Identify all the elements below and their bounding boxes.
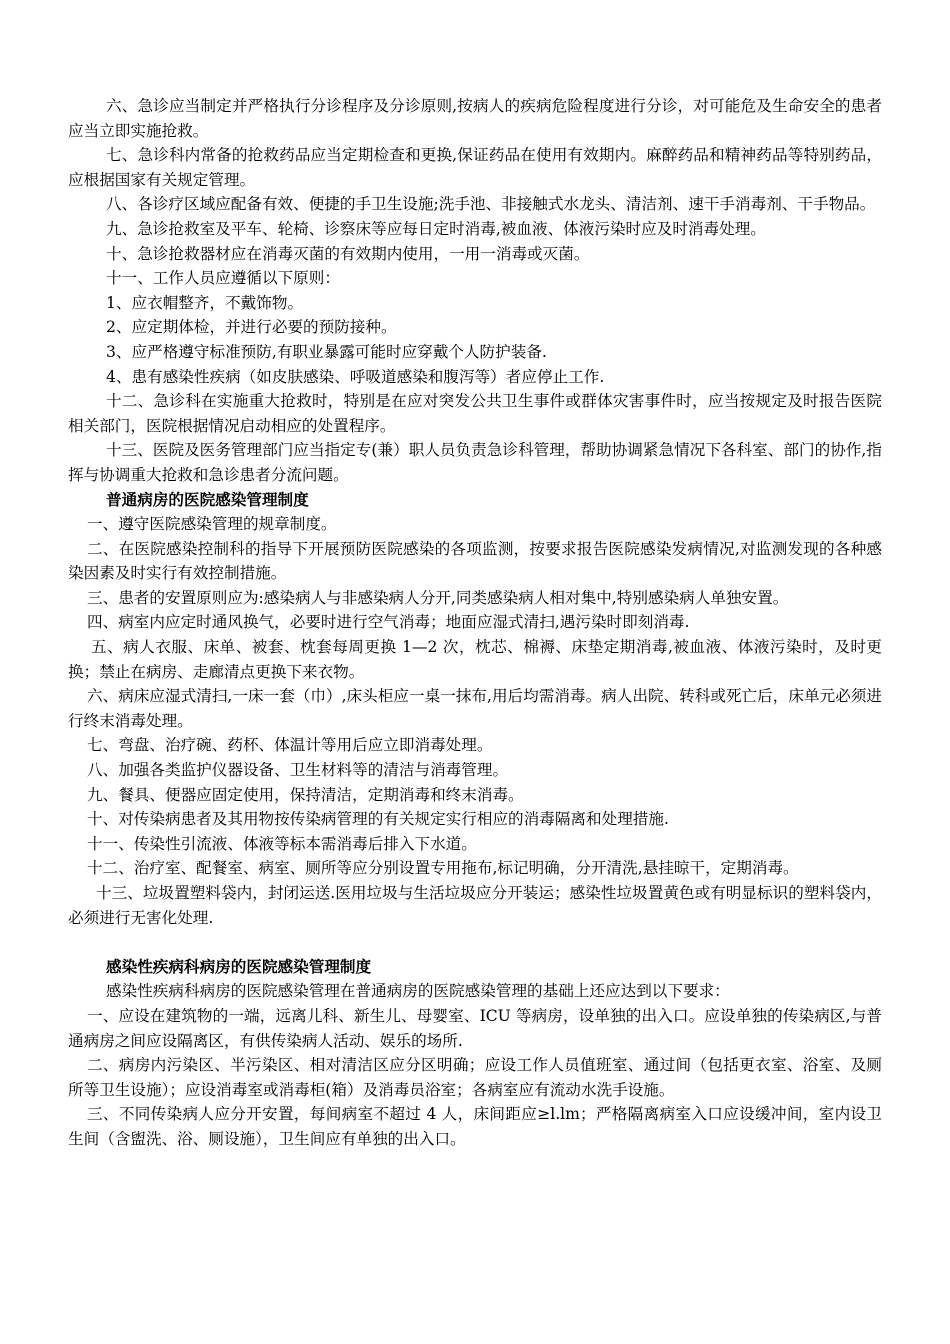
paragraph: 十二、急诊科在实施重大抢救时，特别是在应对突发公共卫生事件或群体灾害事件时，应当按规定及时报告医院相关部门，医院根据情况启动相应的处置程序。 [68, 392, 882, 435]
general-ward-section [68, 488, 882, 931]
paragraph: 五、病人衣服、床单、被套、枕套每周更换 1—2 次，枕芯、棉褥、床垫定期消毒,被血液、体液污染时，及时更换；禁止在病房、走廊清点更换下来衣物。 [68, 638, 882, 681]
paragraph: 十二、治疗室、配餐室、病室、厕所等应分别设置专用拖布,标记明确，分开清洗,悬挂晾干，定期消毒。 [87, 859, 799, 878]
section-heading: 普通病房的医院感染管理制度 [106, 489, 309, 509]
paragraph: 九、餐具、便器应固定使用，保持清洁，定期消毒和终末消毒。 [87, 785, 524, 804]
paragraph: 十一、工作人员应遵循以下原则： [106, 269, 340, 288]
paragraph: 六、急诊应当制定并严格执行分诊程序及分诊原则,按病人的疾病危险程度进行分诊，对可能危及生命安全的患者应当立即实施抢救。 [68, 97, 882, 140]
list-item: 2、应定期体检，并进行必要的预防接种。 [106, 318, 397, 337]
paragraph: 一、遵守医院感染管理的规章制度。 [87, 515, 337, 534]
paragraph: 十、对传染病患者及其用物按传染病管理的有关规定实行相应的消毒隔离和处理措施. [87, 810, 669, 829]
paragraph: 九、急诊抢救室及平车、轮椅、诊察床等应每日定时消毒,被血液、体液污染时应及时消毒处理。 [106, 219, 766, 238]
paragraph: 一、应设在建筑物的一端，远离儿科、新生儿、母婴室、ICU 等病房，设单独的出入口。应设单独的传染病区,与普通病房之间应设隔离区，有供传染病人活动、娱乐的场所. [68, 1006, 882, 1050]
paragraph: 八、各诊疗区域应配备有效、便捷的手卫生设施;洗手池、非接触式水龙头、清洁剂、速干手消毒剂、干手物品。 [106, 195, 876, 214]
list-item: 1、应衣帽整齐，不戴饰物。 [106, 293, 304, 312]
list-item: 3、应严格遵守标准预防,有职业暴露可能时应穿戴个人防护装备. [106, 342, 547, 361]
infectious-ward-section [68, 955, 882, 1152]
blank-line [68, 930, 882, 955]
paragraph: 二、在医院感染控制科的指导下开展预防医院感染的各项监测，按要求报告医院感染发病情况,对监测发现的各种感染因素及时实行有效控制措施。 [68, 539, 882, 583]
list-item: 4、患有感染性疾病（如皮肤感染、呼吸道感染和腹泻等）者应停止工作. [106, 367, 605, 386]
paragraph: 六、病床应湿式清扫,一床一套（巾）,床头柜应一桌一抹布,用后均需消毒。病人出院、转科或死亡后，床单元必须进行终末消毒处理。 [68, 687, 882, 730]
paragraph: 三、不同传染病人应分开安置，每间病室不超过 4 人，床间距应≥l.lm；严格隔离病室入口应设缓冲间，室内设卫生间（含盥洗、浴、厕设施），卫生间应有单独的出入口。 [68, 1105, 882, 1148]
paragraph: 二、病房内污染区、半污染区、相对清洁区应分区明确；应设工作人员值班室、通过间（包括更衣室、浴室、及厕所等卫生设施）；应设消毒室或消毒柜(箱）及消毒员浴室；各病室应有流动水洗手设施。 [68, 1056, 882, 1099]
paragraph: 十、急诊抢救器材应在消毒灭菌的有效期内使用，一用一消毒或灭菌。 [106, 244, 590, 263]
paragraph: 七、急诊科内常备的抢救药品应当定期检查和更换,保证药品在使用有效期内。麻醉药品和精神药品等特别药品，应根据国家有关规定管理。 [68, 146, 882, 189]
paragraph: 十一、传染性引流液、体液等标本需消毒后排入下水道。 [87, 834, 477, 853]
emergency-rules-continued [68, 94, 882, 488]
paragraph: 十三、垃圾置塑料袋内，封闭运送.医用垃圾与生活垃圾应分开装运；感染性垃圾置黄色或有明显标识的塑料袋内，必须进行无害化处理. [68, 884, 882, 927]
paragraph: 三、患者的安置原则应为:感染病人与非感染病人分开,同类感染病人相对集中,特别感染病人单独安置。 [87, 588, 789, 607]
paragraph: 四、病室内应定时通风换气，必要时进行空气消毒；地面应湿式清扫,遇污染时即刻消毒. [87, 613, 690, 632]
paragraph: 感染性疾病科病房的医院感染管理在普通病房的医院感染管理的基础上还应达到以下要求： [106, 982, 730, 1001]
paragraph: 十三、医院及医务管理部门应当指定专(兼）职人员负责急诊科管理，帮助协调紧急情况下各科室、部门的协作,指挥与协调重大抢救和急诊患者分流问题。 [68, 441, 882, 484]
paragraph: 七、弯盘、治疗碗、药杯、体温计等用后应立即消毒处理。 [87, 736, 493, 755]
section-heading: 感染性疾病科病房的医院感染管理制度 [106, 956, 372, 976]
paragraph: 八、加强各类监护仪器设备、卫生材料等的清洁与消毒管理。 [87, 761, 509, 780]
